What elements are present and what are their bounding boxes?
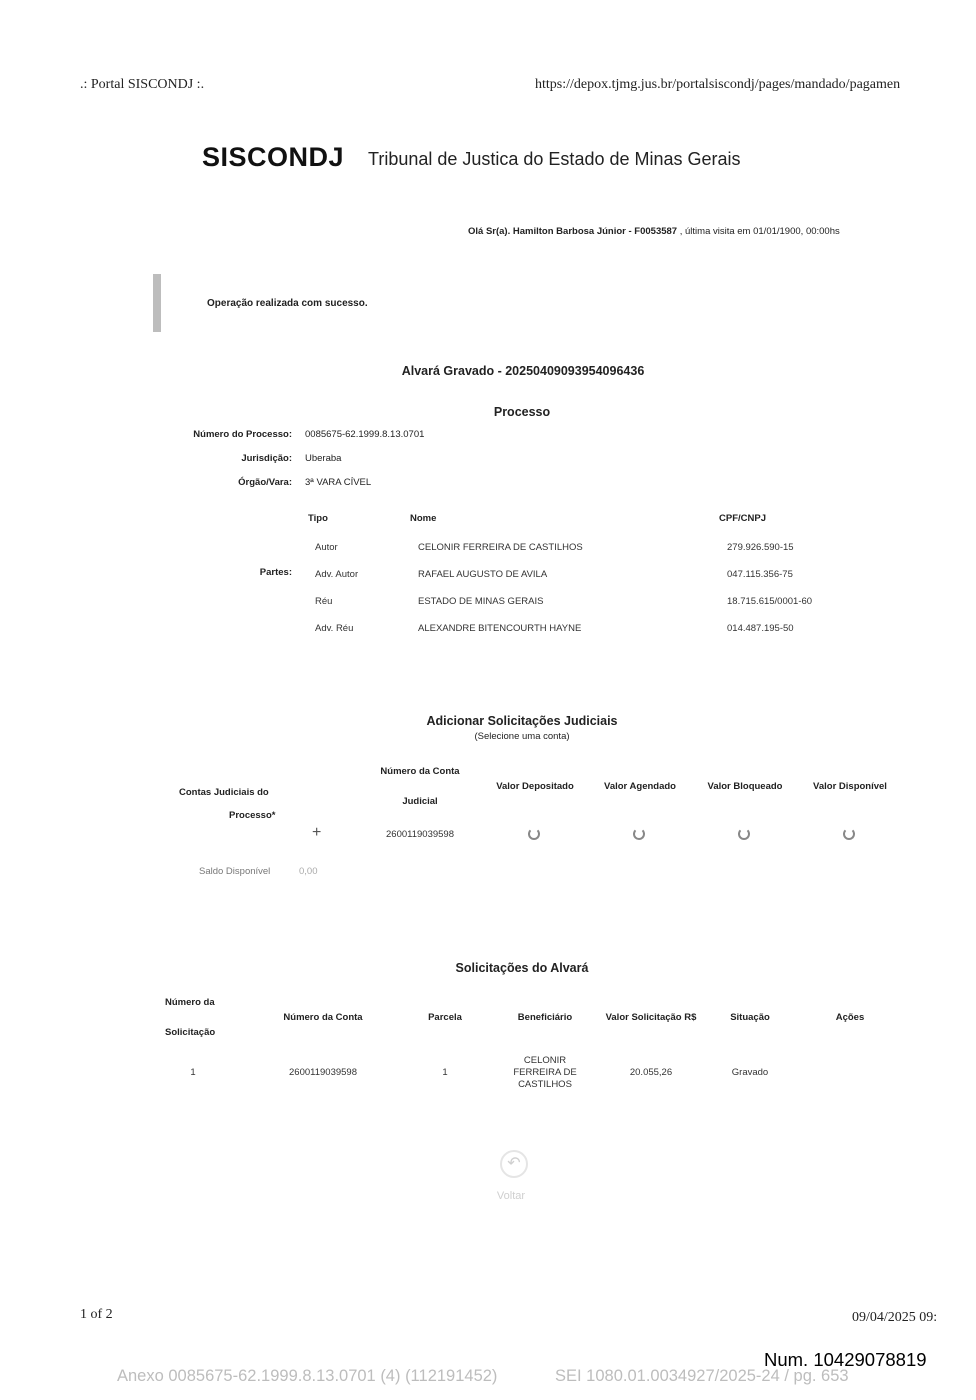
processo-title: Processo	[493, 405, 551, 419]
undo-arrow-icon[interactable]: ↶	[500, 1150, 528, 1178]
orgao-value: 3ª VARA CÍVEL	[305, 477, 372, 488]
row-valor: 20.055,26	[629, 1067, 673, 1078]
col-parcela: Parcela	[428, 1012, 462, 1023]
print-datetime: 09/04/2025 09:	[852, 1310, 938, 1325]
numero-processo-value: 0085675-62.1999.8.13.0701	[305, 429, 425, 440]
col-valor-disponivel: Valor Disponível	[813, 781, 887, 792]
user-greeting	[468, 226, 840, 237]
col-valor-solicitacao: Valor Solicitação R$	[605, 1012, 697, 1023]
tribunal-name: Tribunal de Justica do Estado de Minas Gerais	[368, 149, 741, 169]
loading-icon	[738, 828, 750, 840]
user-id: - F0053587	[628, 226, 678, 237]
conta-judicial-number: 2600119039598	[386, 829, 454, 840]
message-bar	[153, 274, 161, 332]
row-conta: 2600119039598	[289, 1067, 357, 1078]
col-numero-conta-1: Número da Conta	[380, 766, 460, 777]
col-numero-solicitacao-2: Solicitação	[165, 1027, 216, 1038]
add-conta-button[interactable]: +	[312, 824, 322, 841]
parte-tipo: Adv. Autor	[315, 569, 359, 580]
partes-header-cpf: CPF/CNPJ	[719, 513, 766, 524]
voltar-button[interactable]: Voltar	[496, 1190, 526, 1202]
saldo-disponivel-label: Saldo Disponível	[199, 866, 271, 877]
col-valor-depositado: Valor Depositado	[496, 781, 574, 792]
col-numero-solicitacao-1: Número da	[165, 997, 215, 1008]
browser-url[interactable]: https://depox.tjmg.jus.br/portalsiscondj/pages/mandado/pagamen	[535, 77, 901, 92]
siscondj-logo: SISCONDJ	[202, 142, 345, 172]
parte-nome: RAFAEL AUGUSTO DE AVILA	[418, 569, 548, 580]
greeting-prefix: Olá Sr(a).	[468, 226, 511, 237]
row-beneficiario	[495, 1055, 595, 1091]
col-numero-conta: Número da Conta	[283, 1012, 363, 1023]
browser-title: .: Portal SISCONDJ :.	[80, 77, 205, 92]
col-valor-bloqueado: Valor Bloqueado	[707, 781, 783, 792]
anexo-stamp: Anexo 0085675-62.1999.8.13.0701 (4) (112191452)	[117, 1367, 498, 1385]
parte-cpf: 18.715.615/0001-60	[727, 596, 813, 607]
partes-header-tipo: Tipo	[308, 513, 328, 524]
success-message: Operação realizada com sucesso.	[207, 298, 368, 309]
parte-tipo: Autor	[315, 542, 338, 553]
page-counter: 1 of 2	[80, 1307, 113, 1322]
numero-processo-label: Número do Processo:	[193, 429, 292, 440]
col-numero-conta-2: Judicial	[402, 796, 438, 807]
solicitacoes-alvara-title: Solicitações do Alvará	[455, 961, 589, 975]
row-numero: 1	[190, 1067, 196, 1078]
partes-header-nome: Nome	[410, 513, 437, 524]
col-acoes: Ações	[835, 1012, 865, 1023]
row-parcela: 1	[442, 1067, 448, 1078]
loading-icon	[843, 828, 855, 840]
sei-stamp: SEI 1080.01.0034927/2025-24 / pg. 653	[555, 1367, 849, 1385]
contas-label-1: Contas Judiciais do	[179, 787, 269, 798]
partes-label: Partes:	[259, 567, 292, 578]
beneficiario-line: CASTILHOS	[518, 1079, 572, 1090]
beneficiario-line: CELONIR	[523, 1055, 567, 1066]
parte-nome: ESTADO DE MINAS GERAIS	[418, 596, 544, 607]
parte-tipo: Adv. Réu	[315, 623, 354, 634]
alvara-title: Alvará Gravado - 20250409093954096436	[401, 364, 645, 378]
parte-cpf: 047.115.356-75	[727, 569, 793, 580]
jurisdicao-value: Uberaba	[305, 453, 342, 464]
row-situacao: Gravado	[731, 1067, 769, 1078]
beneficiario-line: FERREIRA DE	[513, 1067, 577, 1078]
col-beneficiario: Beneficiário	[517, 1012, 573, 1023]
parte-cpf: 014.487.195-50	[727, 623, 794, 634]
solicitacoes-judiciais-subtitle: (Selecione uma conta)	[474, 731, 570, 742]
parte-nome: CELONIR FERREIRA DE CASTILHOS	[418, 542, 583, 553]
saldo-disponivel-value: 0,00	[299, 866, 318, 877]
orgao-label: Órgão/Vara:	[238, 477, 292, 488]
parte-tipo: Réu	[315, 596, 333, 607]
solicitacoes-judiciais-title: Adicionar Solicitações Judiciais	[426, 714, 618, 728]
loading-icon	[528, 828, 540, 840]
contas-label-2: Processo*	[229, 810, 276, 821]
col-valor-agendado: Valor Agendado	[604, 781, 676, 792]
jurisdicao-label: Jurisdição:	[241, 453, 292, 464]
loading-icon	[633, 828, 645, 840]
parte-cpf: 279.926.590-15	[727, 542, 794, 553]
last-visit: , última visita em 01/01/1900, 00:00hs	[677, 226, 840, 237]
user-name: Hamilton Barbosa Júnior	[512, 226, 626, 237]
parte-nome: ALEXANDRE BITENCOURTH HAYNE	[418, 623, 582, 634]
document-number: Num. 10429078819	[764, 1349, 927, 1370]
col-situacao: Situação	[730, 1012, 770, 1023]
